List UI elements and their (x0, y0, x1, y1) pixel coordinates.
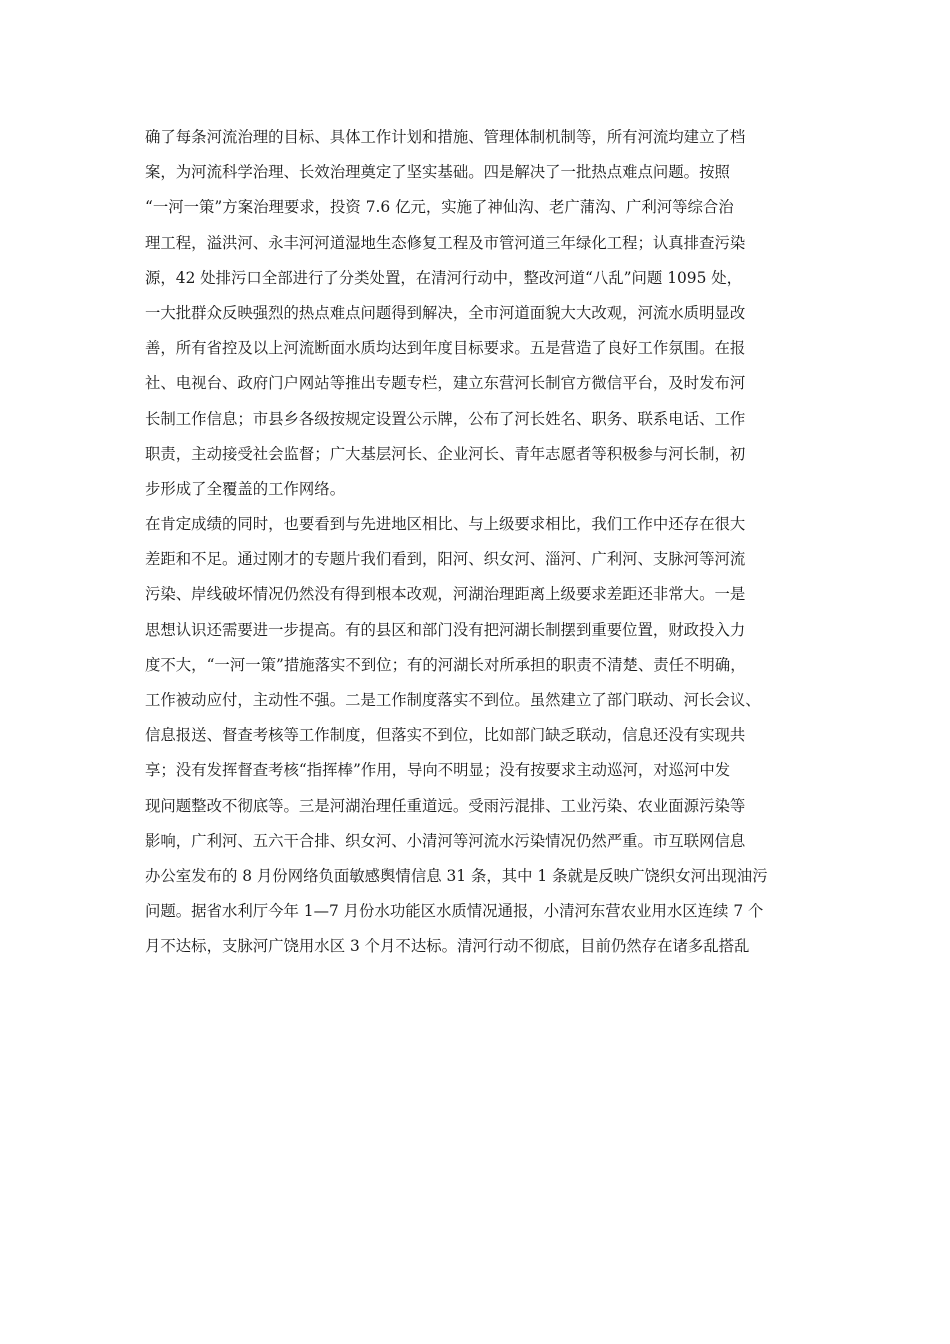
text-line: 确了每条河流治理的目标、具体工作计划和措施、管理体制机制等，所有河流均建立了档 (145, 128, 746, 146)
text-line: 理工程，溢洪河、永丰河河道湿地生态修复工程及市管河道三年绿化工程；认真排查污染 (145, 233, 746, 252)
text-line: 工作被动应付，主动性不强。二是工作制度落实不到位。虽然建立了部门联动、河长会议、 (145, 691, 761, 709)
text-line: 思想认识还需要进一步提高。有的县区和部门没有把河湖长制摆到重要位置，财政投入力 (145, 620, 746, 639)
text-line: 步形成了全覆盖的工作网络。 (145, 479, 346, 498)
text-line: 案，为河流科学治理、长效治理奠定了坚实基础。四是解决了一批热点难点问题。按照 (145, 163, 730, 182)
text-line: 差距和不足。通过刚才的专题片我们看到，阳河、织女河、淄河、广利河、支脉河等河流 (145, 550, 746, 569)
text-line: 办公室发布的 8 月份网络负面敏感舆情信息 31 条，其中 1 条就是反映广饶织女河出现油污 (145, 866, 768, 885)
text-line: 在肯定成绩的同时，也要看到与先进地区相比、与上级要求相比，我们工作中还存在很大 (145, 515, 746, 534)
text-line: 职责，主动接受社会监督；广大基层河长、企业河长、青年志愿者等积极参与河长制，初 (145, 444, 746, 463)
text-line: 污染、岸线破坏情况仍然没有得到根本改观，河湖治理距离上级要求差距还非常大。一是 (145, 585, 746, 604)
text-line: 信息报送、督查考核等工作制度，但落实不到位，比如部门缺乏联动，信息还没有实现共 (145, 726, 746, 745)
text-line: 度不大，“一河一策”措施落实不到位；有的河湖长对所承担的职责不清楚、责任不明确， (145, 655, 746, 674)
text-line: 一大批群众反映强烈的热点难点问题得到解决，全市河道面貌大大改观，河流水质明显改 (145, 303, 746, 322)
text-line: 长制工作信息；市县乡各级按规定设置公示牌，公布了河长姓名、职务、联系电话、工作 (145, 409, 746, 428)
body-text (145, 120, 805, 965)
text-line: 享；没有发挥督查考核“指挥棒”作用，导向不明显；没有按要求主动巡河，对巡河中发 (145, 761, 731, 780)
text-line: 影响，广利河、五六干合排、织女河、小清河等河流水污染情况仍然严重。市互联网信息 (145, 831, 746, 850)
text-line: 源，42 处排污口全部进行了分类处置，在清河行动中，整改河道“八乱”问题 1095 处， (145, 268, 743, 287)
text-line: 现问题整改不彻底等。三是河湖治理任重道远。受雨污混排、工业污染、农业面源污染等 (145, 796, 746, 815)
text-line: “一河一策”方案治理要求，投资 7.6 亿元，实施了神仙沟、老广蒲沟、广利河等综合治 (145, 198, 734, 217)
text-line: 社、电视台、政府门户网站等推出专题专栏，建立东营河长制官方微信平台，及时发布河 (145, 374, 746, 393)
text-line: 善，所有省控及以上河流断面水质均达到年度目标要求。五是营造了良好工作氛围。在报 (145, 339, 746, 358)
text-line: 问题。据省水利厅今年 1—7 月份水功能区水质情况通报，小清河东营农业用水区连续 7 个 (145, 902, 764, 921)
text-line: 月不达标，支脉河广饶用水区 3 个月不达标。清河行动不彻底，目前仍然存在诸多乱搭乱 (145, 937, 750, 956)
